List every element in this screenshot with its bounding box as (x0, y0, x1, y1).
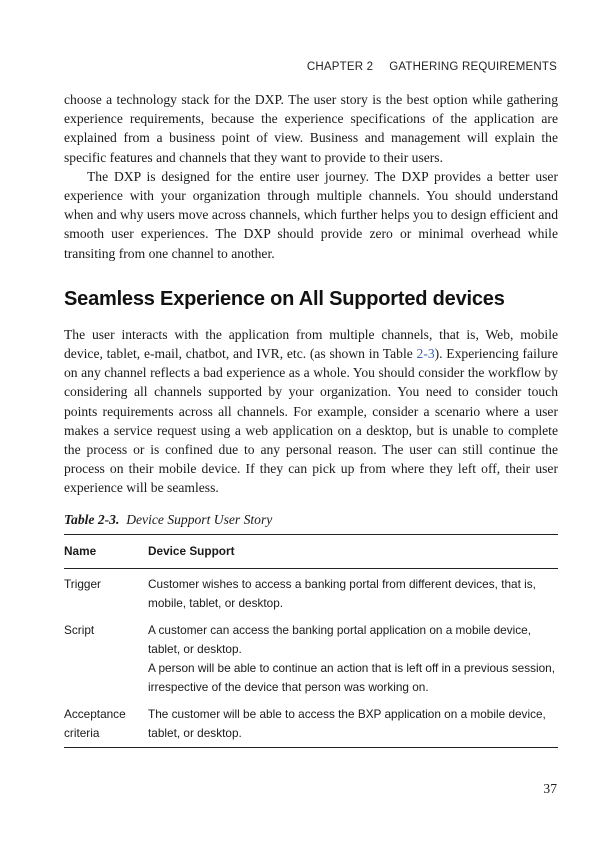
table-row (64, 699, 558, 748)
script-line-1: A customer can access the banking portal application on a mobile device, tablet, or desktop. (148, 622, 531, 656)
script-line-2: A person will be able to continue an action that is left off in a previous session, irrespective of the device that person was working on. (148, 660, 556, 694)
running-head (307, 61, 557, 73)
paragraph-text: The user interacts with the application from multiple channels, that is, Web, mobile device, tablet, e-mail, chatbot, and IVR, etc. (as shown in Table (64, 326, 558, 362)
paragraph-text: ). Experiencing failure on any channel reflects a bad experience as a whole. You should consider the workflow by considering all channels supported by your organization. You need to consider touch points requirements across all channels. For example, consider a scenario where a user makes a service request using a web application on a desktop, but is unable to complete the process or is confined due to any personal reason. The user can still continue the process on their mobile device. If they can pick up from where they left off, their user experience will be seamless. (64, 346, 558, 496)
table-caption-title: Device Support User Story (126, 511, 273, 527)
chapter-label: CHAPTER 2 (306, 61, 374, 73)
row-description-trigger: Customer wishes to access a banking portal from different devices, that is, mobile, tablet, or desktop. (148, 576, 536, 610)
table-row (64, 568, 558, 615)
table-caption-label: Table 2-3. (64, 511, 120, 527)
column-header-device-support: Device Support (148, 534, 558, 568)
row-name-script: Script (64, 622, 95, 637)
paragraph: The DXP is designed for the entire user journey. The DXP provides a better user experience with your organization through multiple channels. You should understand when and why users move across channels, which further helps you to design efficient and smooth user experiences. The DXP should provide zero or minimal overhead while transiting from one channel to another. (64, 168, 558, 261)
page-number: 37 (543, 781, 557, 796)
page-content (64, 90, 558, 748)
paragraph: choose a technology stack for the DXP. The user story is the best option while gathering experience requirements, because the experience specifications of the application are explained from a business point of view. Business and management will explain the specific features and channels that they want to provide to their users. (64, 92, 558, 165)
column-header-name: Name (64, 534, 148, 568)
row-description-acceptance-criteria: The customer will be able to access the BXP application on a mobile device, tablet, or desktop. (148, 699, 558, 748)
device-support-table (64, 534, 558, 748)
chapter-title: GATHERING REQUIREMENTS (389, 61, 557, 73)
row-name-trigger: Trigger (64, 576, 101, 591)
table-header-row (64, 534, 558, 568)
table-reference-link[interactable]: 2-3 (416, 346, 435, 362)
table-caption (64, 510, 558, 529)
section-heading: Seamless Experience on All Supported devices (64, 287, 505, 310)
row-name-acceptance-criteria: Acceptance criteria (64, 699, 148, 748)
paragraph (64, 325, 558, 498)
table-row (64, 615, 558, 699)
row-description-script (148, 615, 558, 699)
